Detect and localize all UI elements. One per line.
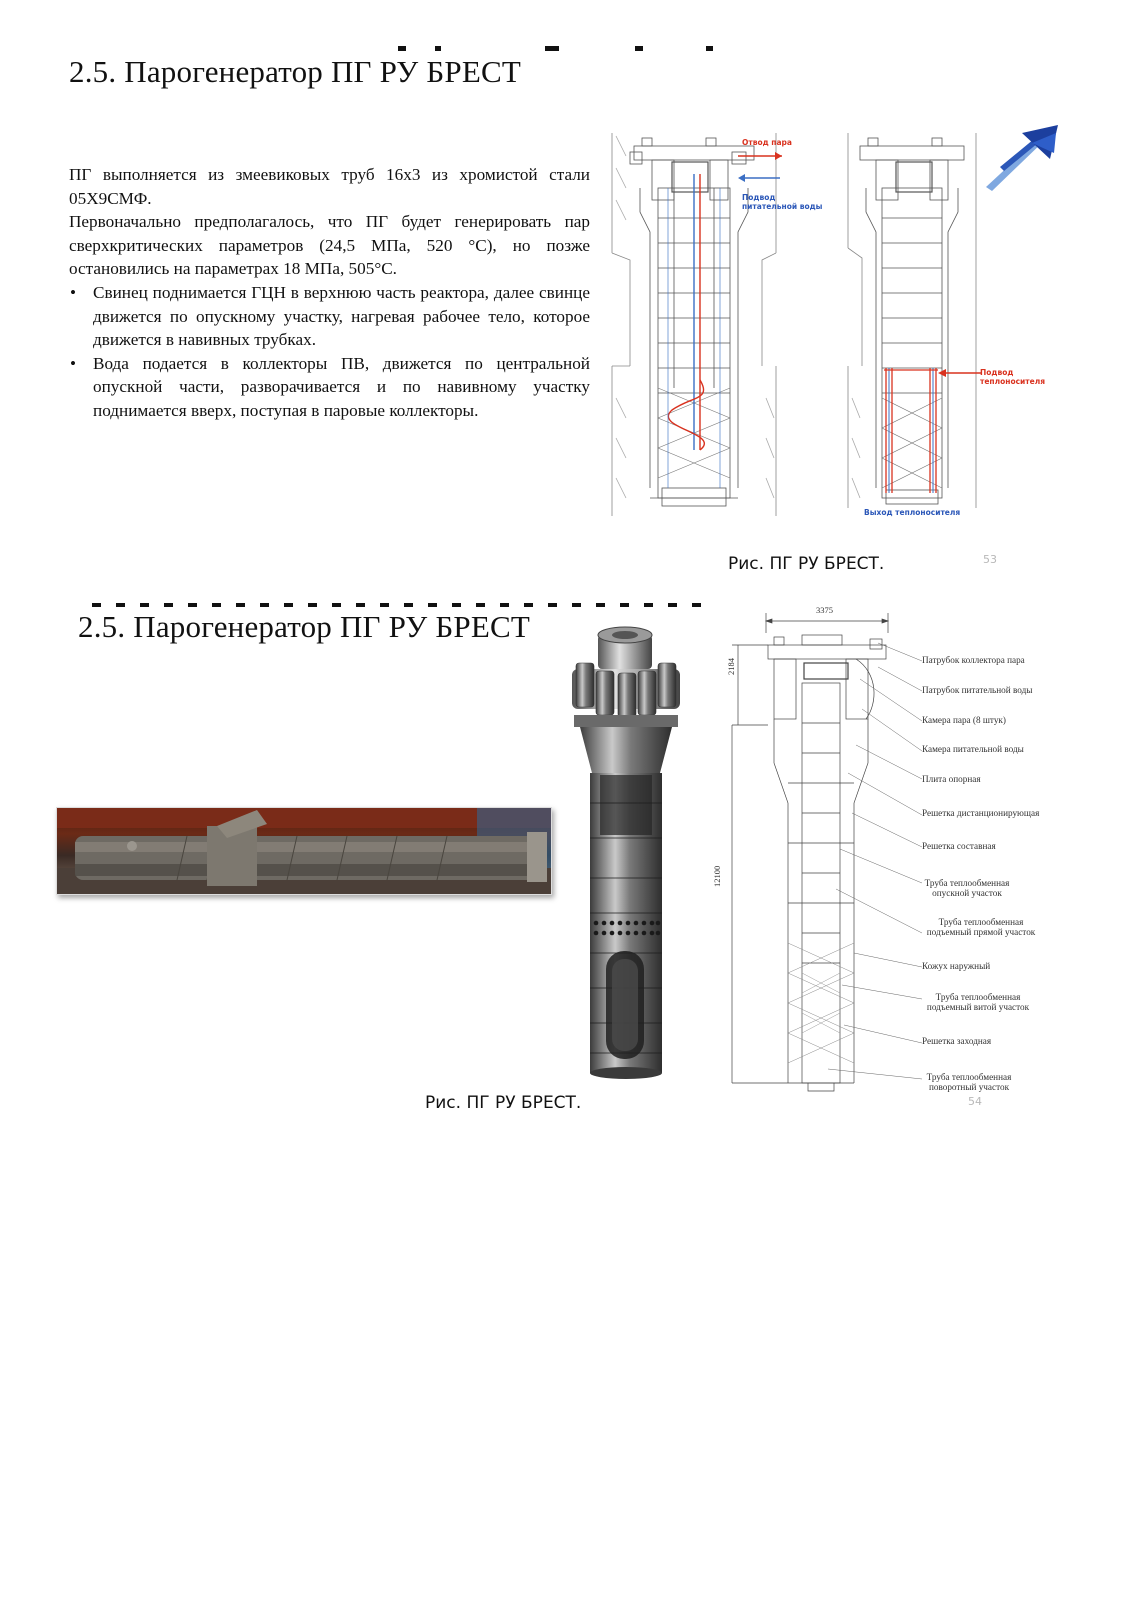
callout-feedwater-nozzle: Патрубок питательной воды [922,685,1033,695]
dimension-width: 3375 [816,605,833,615]
callout-outer-shell: Кожух наружный [922,961,991,971]
slide-1-caption: Рис. ПГ РУ БРЕСТ. [728,554,885,574]
callout-feedwater-chamber: Камера питательной воды [922,744,1024,754]
callout-spacer-grid: Решетка дистанционирующая [922,808,1040,818]
label-steam-out: Отвод пара [742,138,792,147]
paragraph-parameters: Первоначально предполагалось, что ПГ будет генерировать пар сверхкритических параметров (24,5 МПа, 520 °С), но позже остановились на параметрах 18 МПа, 505°С. [69,212,590,279]
callout-turn-tube [922,1072,1016,1092]
slide-2-title: 2.5. Парогенератор ПГ РУ БРЕСТ [78,609,530,644]
callout-riser-straight-tube [922,917,1040,937]
cropped-text-remnant [706,46,713,51]
label-coolant-out: Выход теплоносителя [864,508,961,517]
slide-2-page-number: 54 [968,1095,982,1108]
callout-downcomer-tube-line2: опускной участок [932,888,1002,898]
label-feedwater-in-line2: питательной воды [742,202,823,211]
cropped-text-remnant [635,46,643,51]
logo-fragment-icon [986,125,1066,195]
label-coolant-in-line2: теплоносителя [980,377,1046,386]
callout-riser-helical-tube [922,992,1034,1012]
sg-technical-drawing [728,613,898,1103]
bullet-list [69,281,590,423]
sg-photo-drawing [57,808,551,894]
callout-downcomer-tube [922,878,1012,898]
slide-1-body [69,163,590,423]
slide-1-title: 2.5. Парогенератор ПГ РУ БРЕСТ [69,54,521,89]
bullet-lead-flow: • Свинец поднимается ГЦН в верхнюю часть реактора, далее свинце движется по опускному участку, нагревая рабочее тело, которое движется в навивных трубках. [69,281,590,352]
callout-turn-tube-line1: Труба теплообменная [926,1072,1012,1082]
label-coolant-in [980,368,1045,386]
paragraph-material: ПГ выполняется из змеевиковых труб 16х3 из хромистой стали 05Х9СМФ. [69,165,590,208]
sg-flow-diagram-water [612,128,782,526]
callout-inlet-grid: Решетка заходная [922,1036,992,1046]
label-feedwater-in-line1: Подвод [742,193,776,202]
label-coolant-in-line1: Подвод [980,368,1014,377]
cropped-text-remnant [92,603,712,607]
cropped-text-remnant [545,46,559,51]
slide-1-page-number: 53 [983,553,997,566]
callout-steam-collector-nozzle: Патрубок коллектора пара [922,655,1025,665]
callout-riser-straight-tube-line1: Труба теплообменная [938,917,1024,927]
callout-downcomer-tube-line1: Труба теплообменная [924,878,1010,888]
cropped-text-remnant [435,46,441,51]
callout-riser-helical-tube-line1: Труба теплообменная [935,992,1021,1002]
slide-2 [0,595,1132,1115]
cropped-text-remnant [398,46,406,51]
callout-riser-straight-tube-line2: подъемный прямой участок [926,927,1036,937]
bullet-water-flow: • Вода подается в коллекторы ПВ, движется по центральной опускной части, разворачивается и по навивному участку поднимается вверх, поступая в паровые коллекторы. [69,352,590,423]
coolant-in-arrow-icon [938,368,982,378]
dimension-total-height: 12100 [712,865,722,887]
sg-photo-horizontal [56,807,552,895]
label-feedwater-in [742,193,822,211]
sg-3d-render [568,623,684,1088]
callout-composite-grid: Решетка составная [922,841,996,851]
sg-flow-diagram-coolant [848,128,978,520]
slide-2-caption: Рис. ПГ РУ БРЕСТ. [425,1093,582,1113]
callout-riser-helical-tube-line2: подъемный витой участок [926,1002,1030,1012]
callout-turn-tube-line2: поворотный участок [928,1082,1010,1092]
callout-support-plate: Плита опорная [922,774,981,784]
dimension-head-height: 2184 [726,658,736,675]
callout-steam-chamber: Камера пара (8 штук) [922,715,1006,725]
slide-1 [0,0,1132,600]
